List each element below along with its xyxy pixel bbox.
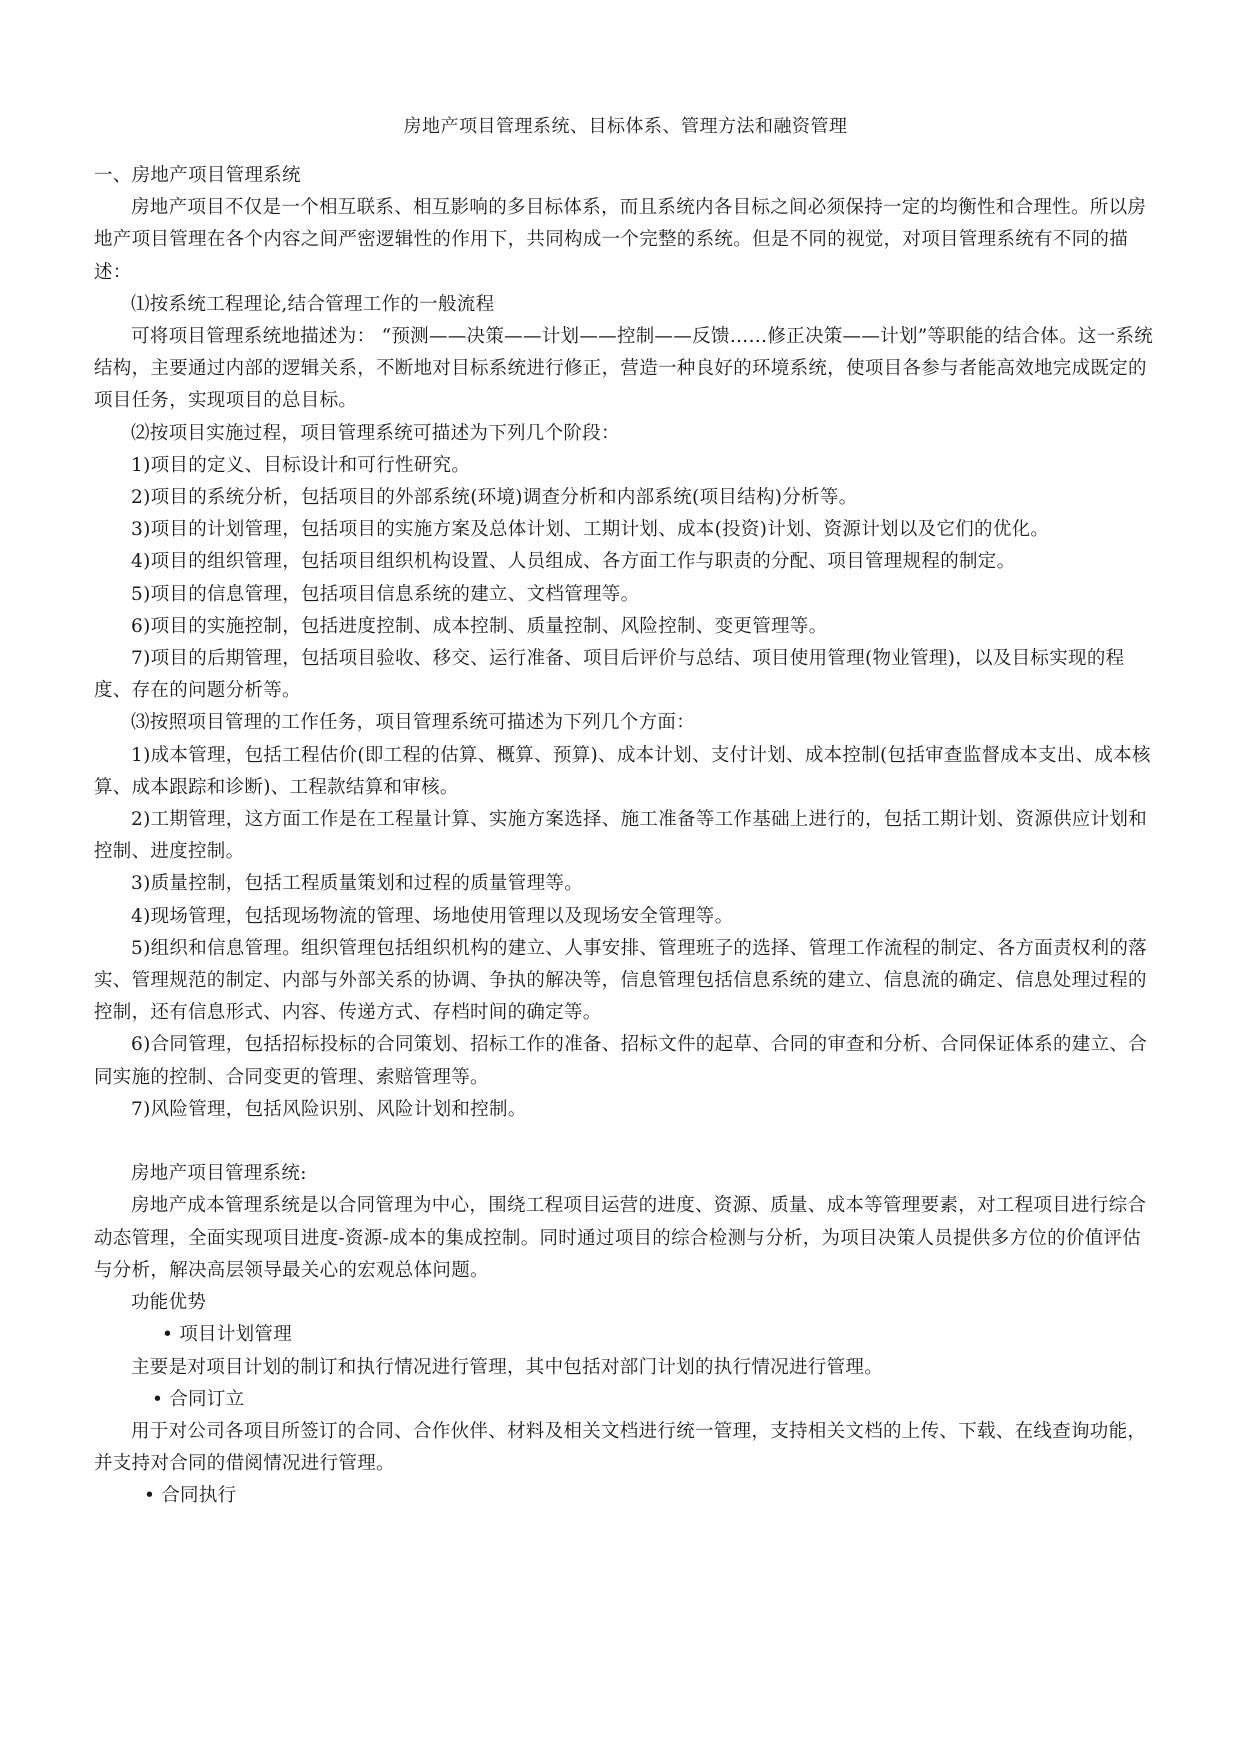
list-item: 7)风险管理，包括风险识别、风险计划和控制。 (131, 1098, 527, 1120)
blank-line (94, 1126, 1157, 1158)
features-label: 功能优势 (131, 1292, 207, 1314)
section-heading: 一、房地产项目管理系统 (94, 165, 301, 186)
list-item: 3)项目的计划管理，包括项目的实施方案及总体计划、工期计划、成本(投资)计划、资源计划以及它们的优化。 (131, 519, 1050, 541)
feature-title: 合同订立 (169, 1388, 245, 1410)
list-item: 5)组织和信息管理。组织管理包括组织机构的建立、人事安排、管理班子的选择、管理工作流程的制定、各方面责权利的落实、管理规范的制定、内部与外部关系的协调、争执的解决等，信息管理包括信息系统的建立、信息流的确定、信息处理过程的控制，还有信息形式、内容、传递方式、存档时间的确定等。 (94, 937, 1147, 1024)
bullet-icon: • (152, 1388, 164, 1410)
paragraph: 房地产成本管理系统是以合同管理为中心，围绕工程项目运营的进度、资源、质量、成本等管理要素，对工程项目进行综合动态管理，全面实现项目进度-资源-成本的集成控制。同时通过项目的综合检测与分析，为项目决策人员提供多方位的价值评估与分析，解决高层领导最关心的宏观总体问题。 (94, 1195, 1147, 1281)
feature-title: 合同执行 (161, 1485, 237, 1507)
feature-title: 项目计划管理 (179, 1324, 293, 1346)
list-item: 3)质量控制，包括工程质量策划和过程的质量管理等。 (131, 873, 583, 895)
subsection-heading: ⑶按照项目管理的工作任务，项目管理系统可描述为下列几个方面： (131, 712, 696, 734)
bullet-icon: • (144, 1485, 156, 1507)
document-title: 房地产项目管理系统、目标体系、管理方法和融资管理 (403, 116, 848, 137)
list-item: 2)项目的系统分析，包括项目的外部系统(环境)调查分析和内部系统(项目结构)分析等。 (131, 487, 858, 509)
list-item: 7)项目的后期管理，包括项目验收、移交、运行准备、项目后评价与总结、项目使用管理(物业管理)，以及目标实现的程度、存在的问题分析等。 (94, 648, 1125, 702)
subsection-heading: ⑴按系统工程理论,结合管理工作的一般流程 (131, 293, 495, 315)
feature-description: 主要是对项目计划的制订和执行情况进行管理，其中包括对部门计划的执行情况进行管理。 (131, 1356, 884, 1378)
feature-bullet-item (94, 1480, 1157, 1512)
paragraph: 可将项目管理系统地描述为： “预测——决策——计划——控制——反馈……修正决策——计划”等职能的结合体。这一系统结构，主要通过内部的逻辑关系，不断地对目标系统进行修正，营造一种良好的环境系统，使项目各参与者能高效地完成既定的项目任务，实现项目的总目标。 (94, 326, 1154, 412)
feature-description: 用于对公司各项目所签订的合同、合作伙伴、材料及相关文档进行统一管理，支持相关文档的上传、下载、在线查询功能，并支持对合同的借阅情况进行管理。 (94, 1420, 1147, 1475)
bullet-icon: • (162, 1324, 174, 1346)
list-item: 2)工期管理，这方面工作是在工程量计算、实施方案选择、施工准备等工作基础上进行的，包括工期计划、资源供应计划和控制、进度控制。 (94, 809, 1147, 863)
list-item: 6)合同管理，包括招标投标的合同策划、招标工作的准备、招标文件的起草、合同的审查和分析、合同保证体系的建立、合同实施的控制、合同变更的管理、索赔管理等。 (94, 1034, 1147, 1088)
section-heading: 房地产项目管理系统: (131, 1163, 307, 1185)
feature-bullet-item (94, 1319, 1157, 1351)
list-item: 6)项目的实施控制，包括进度控制、成本控制、质量控制、风险控制、变更管理等。 (131, 615, 828, 637)
paragraph: 房地产项目不仅是一个相互联系、相互影响的多目标体系，而且系统内各目标之间必须保持一定的均衡性和合理性。所以房地产项目管理在各个内容之间严密逻辑性的作用下，共同构成一个完整的系统。但是不同的视觉，对项目管理系统有不同的描述： (94, 197, 1147, 283)
list-item: 4)现场管理，包括现场物流的管理、场地使用管理以及现场安全管理等。 (131, 905, 734, 927)
feature-bullet-item (94, 1384, 1157, 1416)
list-item: 1)项目的定义、目标设计和可行性研究。 (131, 454, 471, 476)
list-item: 5)项目的信息管理，包括项目信息系统的建立、文档管理等。 (131, 583, 640, 605)
subsection-heading: ⑵按项目实施过程，项目管理系统可描述为下列几个阶段： (131, 422, 620, 444)
list-item: 4)项目的组织管理，包括项目组织机构设置、人员组成、各方面工作与职责的分配、项目管理规程的制定。 (131, 551, 1016, 573)
list-item: 1)成本管理，包括工程估价(即工程的估算、概算、预算)、成本计划、支付计划、成本控制(包括审查监督成本支出、成本核算、成本跟踪和诊断)、工程款结算和审核。 (94, 744, 1151, 798)
